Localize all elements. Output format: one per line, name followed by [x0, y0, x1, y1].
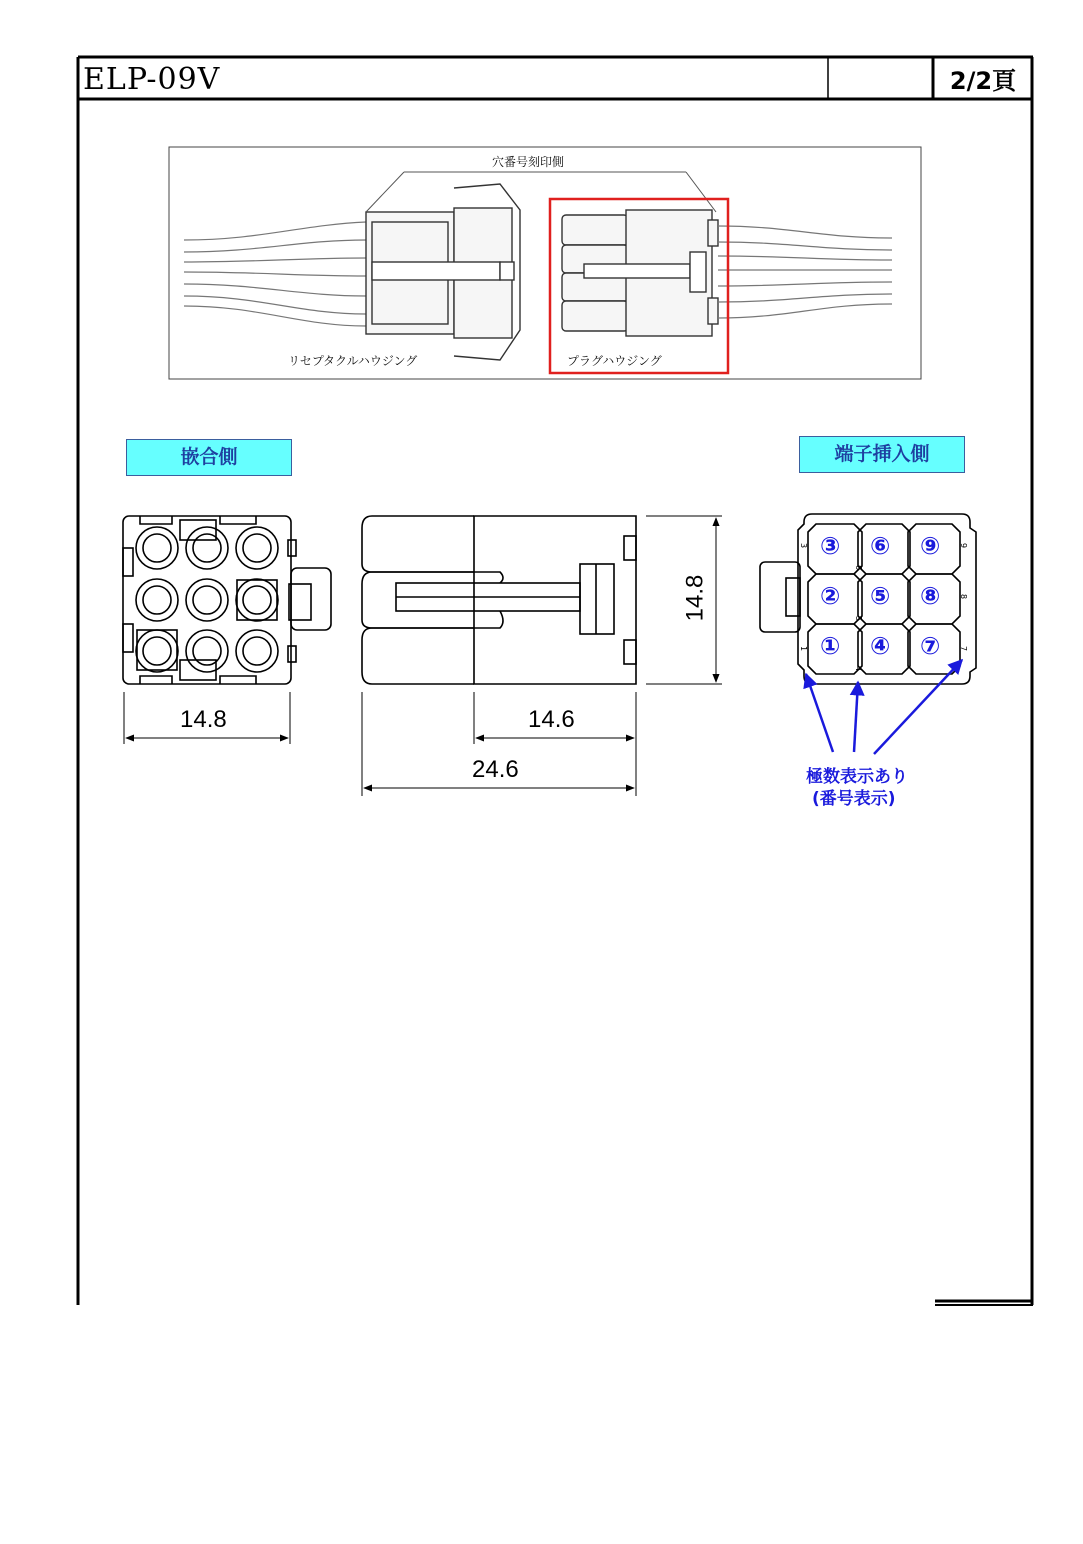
terminal-1: ① — [820, 632, 841, 660]
terminal-3: ③ — [820, 532, 841, 560]
caption-hole-number-side: 穴番号刻印側 — [492, 155, 565, 169]
terminal-9: ⑨ — [920, 532, 941, 560]
annotation-pole-count: 極数表示あり — [806, 767, 908, 787]
dim-side-body-width: 14.6 — [528, 706, 575, 733]
dim-front-width: 14.8 — [180, 706, 227, 733]
dim-side-height: 14.8 — [681, 574, 709, 622]
mark-5: 5 — [854, 615, 864, 622]
terminal-6: ⑥ — [870, 532, 891, 560]
caption-plug-housing: プラグハウジング — [567, 354, 662, 368]
side-view — [362, 516, 636, 684]
terminal-5: ⑤ — [870, 582, 891, 610]
mark-7: 7 — [959, 645, 969, 652]
dim-side-total-width: 24.6 — [472, 756, 519, 783]
terminal-8: ⑧ — [920, 582, 941, 610]
mark-6: 6 — [854, 564, 864, 571]
page-number: 2/2頁 — [949, 67, 1017, 95]
front-cavities — [136, 527, 278, 672]
insertion-side-label: 端子挿入側 — [799, 436, 965, 473]
terminal-numbers — [808, 524, 960, 674]
mark-9: 9 — [959, 542, 969, 549]
document-title: ELP-09V — [83, 62, 221, 97]
mark-3: 3 — [799, 542, 809, 549]
mating-side-view — [123, 516, 331, 684]
terminal-4: ④ — [870, 632, 891, 660]
mark-1: 1 — [799, 645, 809, 652]
mark-8: 8 — [959, 593, 969, 600]
caption-receptacle-housing: リセプタクルハウジング — [288, 354, 418, 368]
mark-4: 4 — [854, 665, 864, 672]
terminal-2: ② — [820, 582, 841, 610]
terminal-7: ⑦ — [920, 632, 941, 660]
mating-side-label: 嵌合側 — [126, 439, 292, 476]
annotation-number-display: (番号表示) — [812, 789, 896, 809]
